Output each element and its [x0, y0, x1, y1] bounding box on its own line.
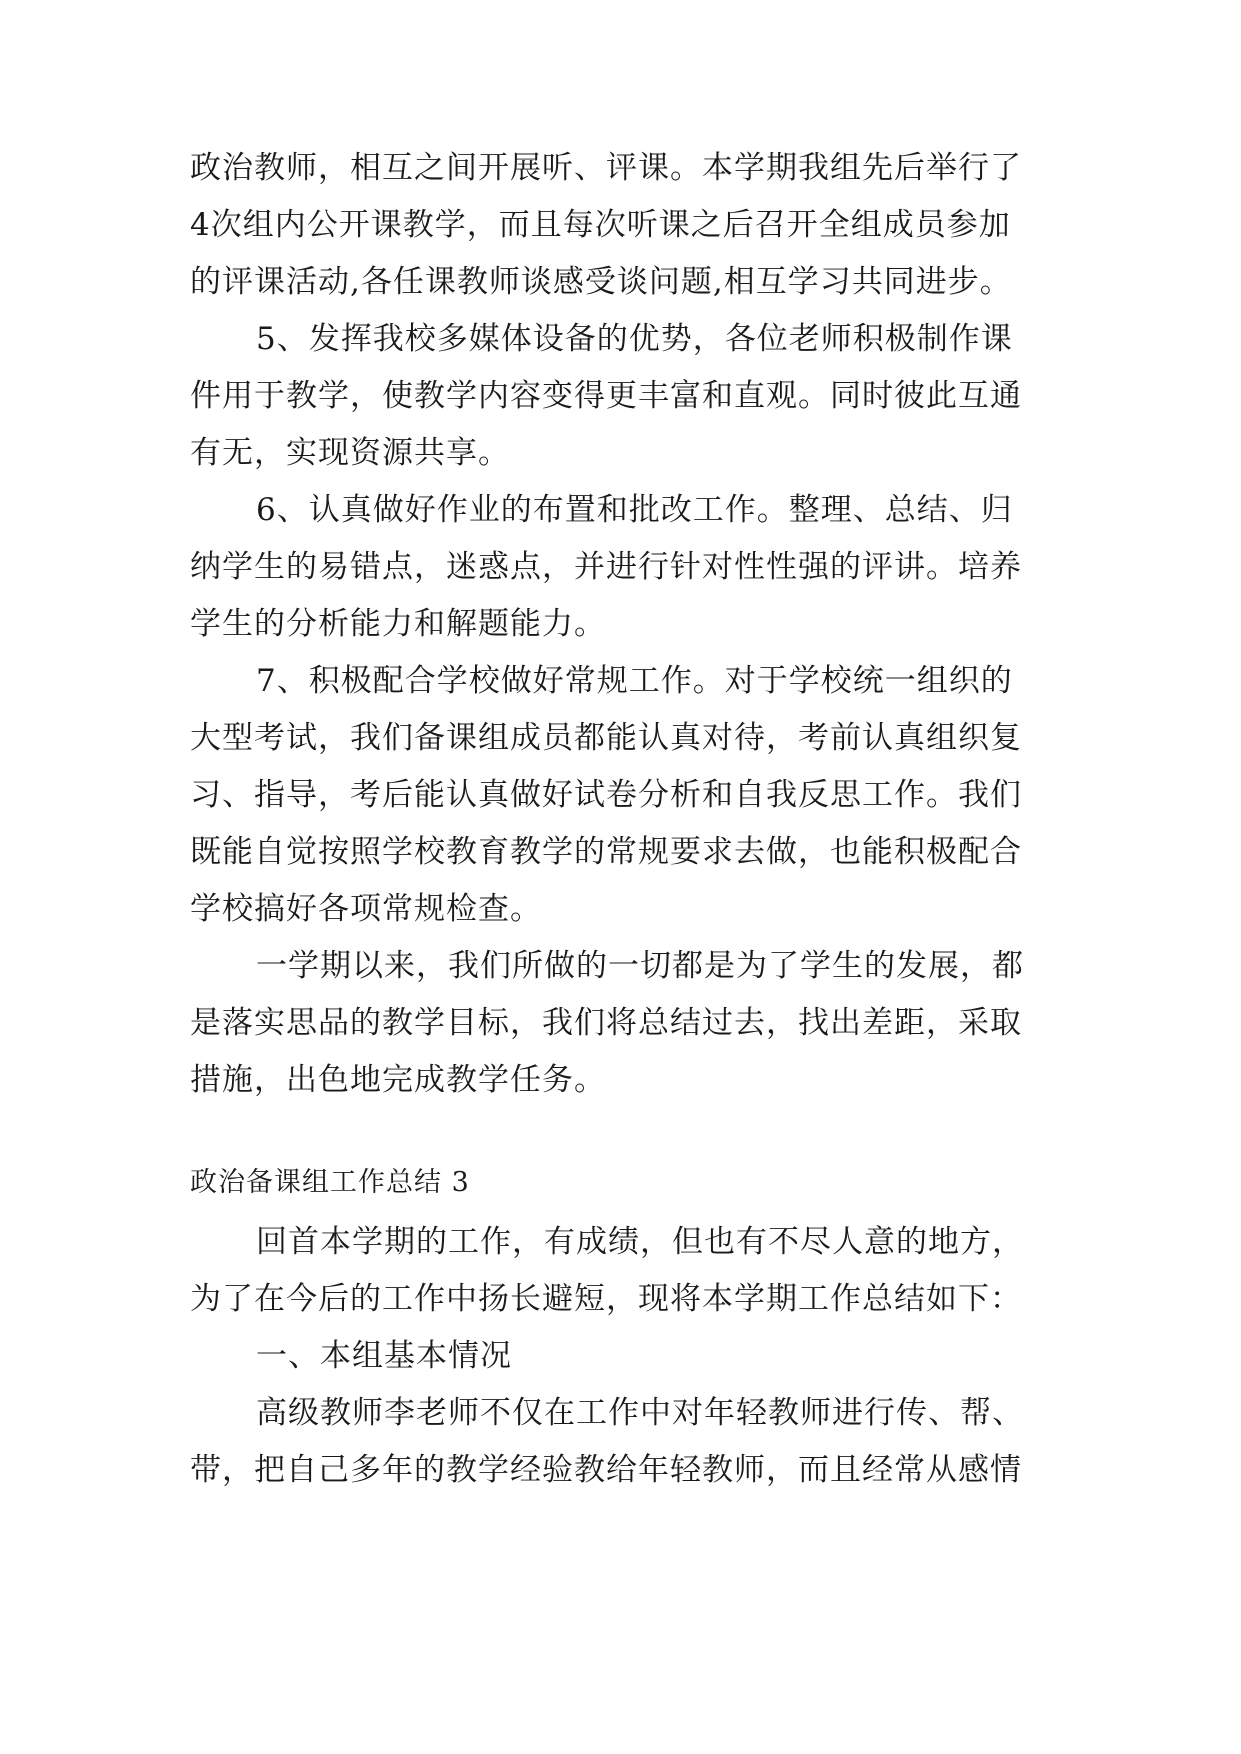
paragraph-line: 5、发挥我校多媒体设备的优势，各位老师积极制作课 — [256, 321, 1013, 357]
paragraph-line: 大型考试，我们备课组成员都能认真对待，考前认真组织复 — [190, 720, 1022, 756]
paragraph-line: 学校搞好各项常规检查。 — [190, 891, 542, 927]
paragraph-line: 有无，实现资源共享。 — [190, 435, 510, 471]
paragraph-line: 措施，出色地完成教学任务。 — [190, 1062, 606, 1098]
paragraph-line: 件用于教学，使教学内容变得更丰富和直观。同时彼此互通 — [190, 378, 1022, 414]
paragraph-line: 4次组内公开课教学，而且每次听课之后召开全组成员参加 — [190, 207, 1011, 243]
subheading: 一、本组基本情况 — [256, 1338, 512, 1374]
paragraph-line: 既能自觉按照学校教育教学的常规要求去做，也能积极配合 — [190, 834, 1022, 870]
paragraph-line: 7、积极配合学校做好常规工作。对于学校统一组织的 — [256, 663, 1013, 699]
paragraph-line: 政治教师，相互之间开展听、评课。本学期我组先后举行了 — [190, 150, 1022, 186]
section-title: 政治备课组工作总结 3 — [190, 1167, 470, 1198]
paragraph-line: 高级教师李老师不仅在工作中对年轻教师进行传、帮、 — [256, 1395, 1024, 1431]
paragraph-line: 的评课活动,各任课教师谈感受谈问题,相互学习共同进步。 — [190, 264, 1012, 300]
paragraph-line: 纳学生的易错点，迷惑点，并进行针对性性强的评讲。培养 — [190, 549, 1022, 585]
paragraph-line: 一学期以来，我们所做的一切都是为了学生的发展，都 — [256, 948, 1024, 984]
paragraph-line: 为了在今后的工作中扬长避短，现将本学期工作总结如下： — [190, 1281, 1022, 1317]
paragraph-line: 学生的分析能力和解题能力。 — [190, 606, 606, 642]
paragraph-line: 带，把自己多年的教学经验教给年轻教师，而且经常从感情 — [190, 1452, 1022, 1488]
paragraph-line: 6、认真做好作业的布置和批改工作。整理、总结、归 — [256, 492, 1013, 528]
paragraph-line: 是落实思品的教学目标，我们将总结过去，找出差距，采取 — [190, 1005, 1022, 1041]
paragraph-line: 回首本学期的工作，有成绩，但也有不尽人意的地方， — [256, 1224, 1024, 1260]
paragraph-line: 习、指导，考后能认真做好试卷分析和自我反思工作。我们 — [190, 777, 1022, 813]
